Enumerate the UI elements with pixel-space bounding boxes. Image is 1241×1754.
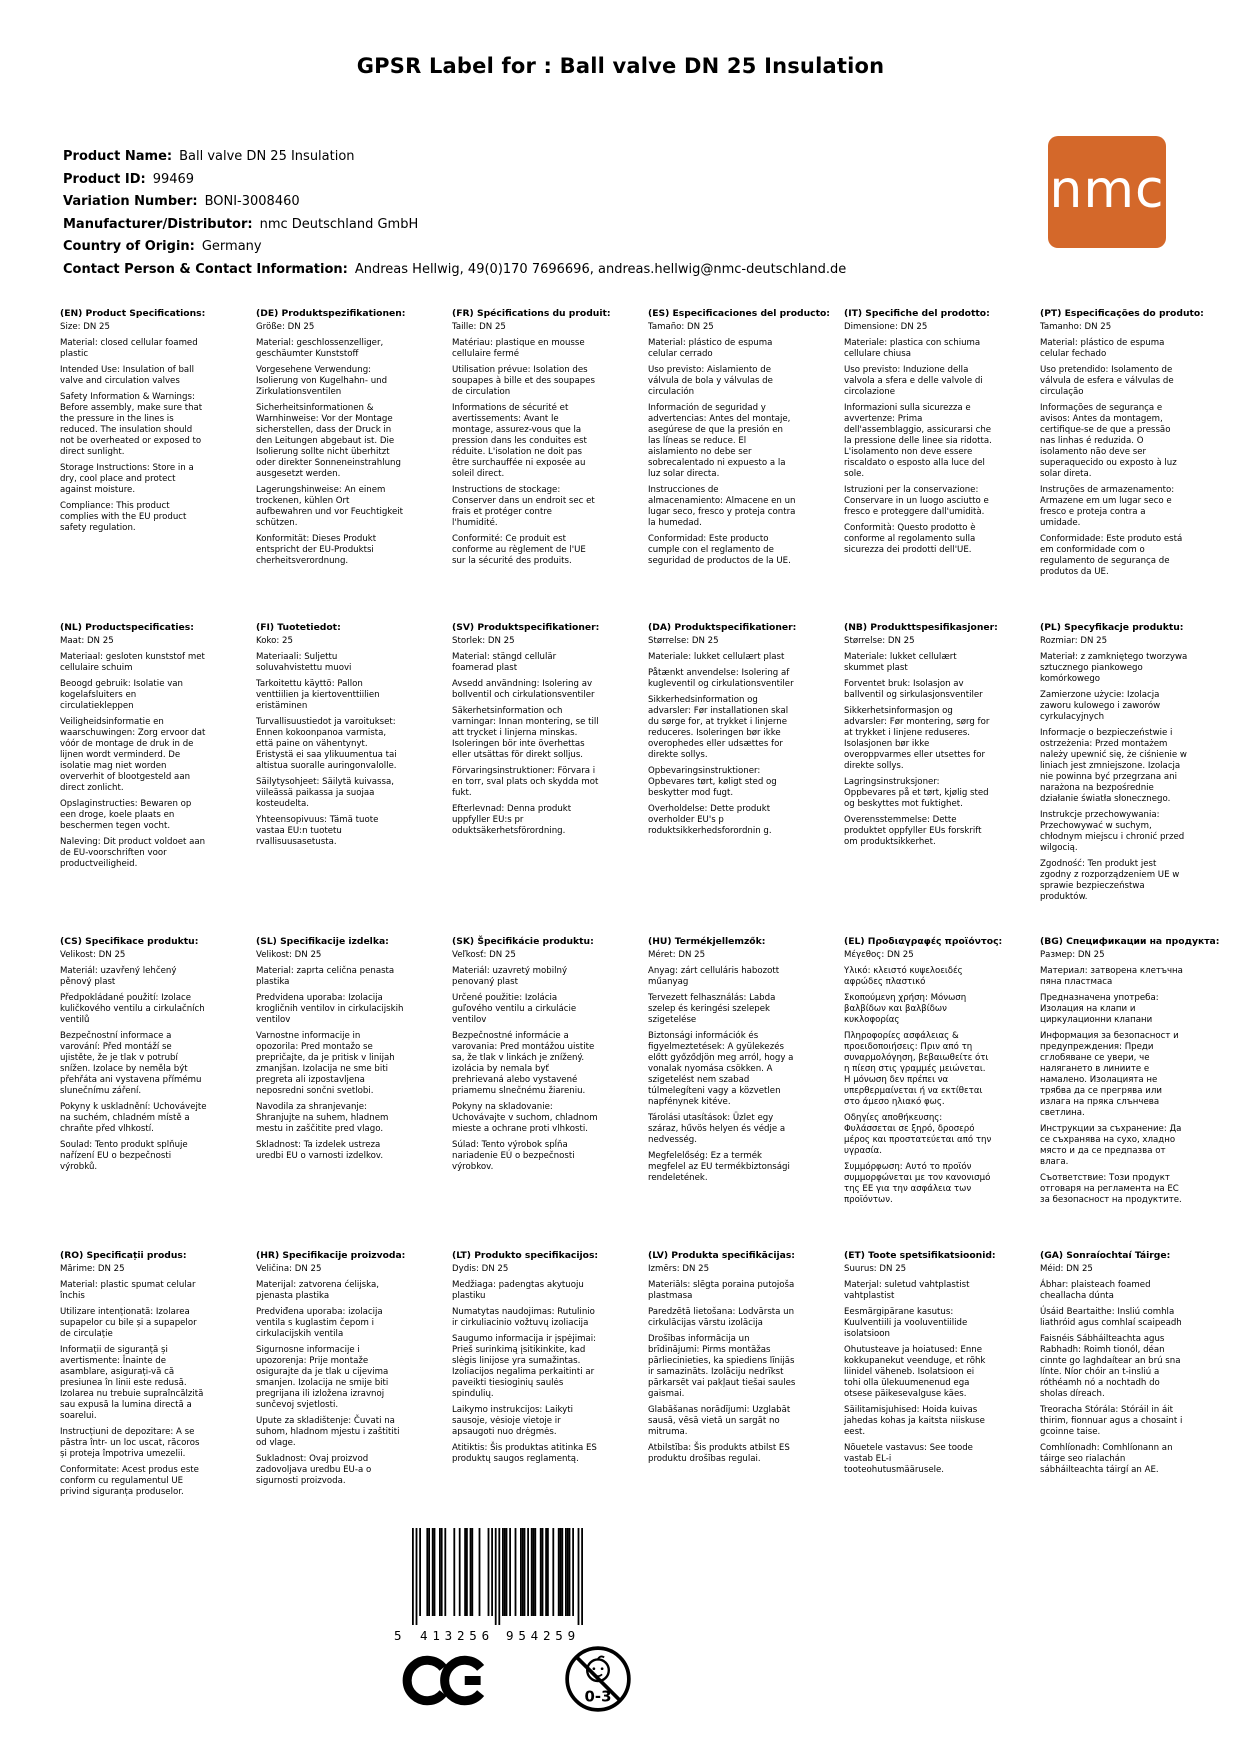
spec-text: Vorgesehene Verwendung: Isolierung von Kugelhahn- und Zirkulationsventilen — [256, 364, 388, 397]
spec-text: Materiāls: slēgta poraina putojoša plastmasa — [648, 1279, 795, 1301]
spec-text: Material: plástico de espuma celular cerrado — [648, 337, 773, 359]
barcode-bars-icon — [412, 1528, 583, 1625]
language-block-nl — [60, 622, 208, 875]
language-block-en — [60, 308, 208, 539]
spec-text: Conformidad: Este producto cumple con el reglamento de seguridad de productos de la UE. — [648, 533, 791, 566]
spec-text: Tamaño: DN 25 — [648, 321, 714, 332]
spec-text: Οδηγίες αποθήκευσης: Φυλάσσεται σε ξηρό, δροσερό μέρος και προστατεύεται από την υγρασία. — [844, 1112, 992, 1156]
country-of-origin-row — [63, 236, 846, 259]
spec-text: Paredzētā lietošana: Lodvārsta un cirkulācijas vārstu izolācija — [648, 1306, 795, 1328]
spec-text: Forventet bruk: Isolasjon av ballventil og sirkulasjonsventiler — [844, 678, 983, 700]
spec-text: Materiaali: Suljettu soluvahvistettu muovi — [256, 651, 352, 673]
spec-text: Méret: DN 25 — [648, 949, 706, 960]
language-block-heading: (LT) Produkto specifikacijos: — [452, 1250, 599, 1261]
language-block-ro — [60, 1250, 208, 1503]
spec-text: Anyag: zárt celluláris habozott műanyag — [648, 965, 780, 987]
spec-text: Instructions de stockage: Conserver dans un endroit sec et frais et protéger contre l'humidité. — [452, 484, 595, 528]
spec-text: Pokyny na skladovanie: Uchovávajte v suchom, chladnom mieste a ochrane proti vlhkosti. — [452, 1101, 598, 1134]
spec-text: Skladnost: Ta izdelek ustreza uredbi EU o varnosti izdelkov. — [256, 1139, 384, 1161]
spec-text: Sikkerhetsinformasjon og advarsler: Før montering, sørg for at trykket i linjene reduseres. Isolasjonen bør ikke overoppvarmes eller utsettes for direkte sollys. — [844, 705, 990, 771]
spec-text: Turvallisuustiedot ja varoitukset: Ennen kokoonpanoa varmista, että paine on vähentynyt. Eristystä ei saa ylikuumentua tai altistua suoralle auringonvalolle. — [256, 716, 397, 771]
spec-text: Ohutusteave ja hoiatused: Enne kokkupanekut veenduge, et rõhk liinidel väheneb. Isolatsioon ei tohi olla ülekuumenenud ega otsese päikesevalguse käes. — [844, 1344, 986, 1399]
language-block-heading: (BG) Спецификации на продукта: — [1040, 936, 1220, 947]
spec-text: Информация за безопасност и предупреждения: Преди сглобяване се увери, че налягането в линиите е намалено. Изолацията не трябва да се прегрява или излага на пряка слънчева светлина. — [1040, 1030, 1179, 1118]
spec-text: Koko: 25 — [256, 635, 293, 646]
spec-text: Предназначена употреба: Изолация на клапи и циркулационни клапани — [1040, 992, 1159, 1025]
field-value: BONI-3008460 — [204, 194, 300, 209]
page-title: GPSR Label for : Ball valve DN 25 Insulation — [356, 54, 885, 78]
spec-text: Size: DN 25 — [60, 321, 110, 332]
spec-text: Informations de sécurité et avertissements: Avant le montage, assurez-vous que la pression dans les conduites est réduite. L'isolation ne doit pas être surchauffée ni exposée au soleil direct. — [452, 402, 587, 479]
spec-text: Atbilstība: Šis produkts atbilst ES produktu drošības regulai. — [648, 1442, 790, 1464]
spec-text: Uso previsto: Induzione della valvola a sfera e delle valvole di circolazione — [844, 364, 983, 397]
language-block-da — [648, 622, 796, 842]
spec-text: Compliance: This product complies with the EU product safety regulation. — [60, 500, 187, 533]
language-block-cs — [60, 936, 208, 1178]
spec-text: Materiale: lukket cellulært plast — [648, 651, 785, 662]
spec-text: Opslaginstructies: Bewaren op een droge, koele plaats en beschermen tegen vocht. — [60, 798, 192, 831]
field-label: Contact Person & Contact Information: — [63, 261, 348, 277]
language-block-heading: (RO) Specificații produs: — [60, 1250, 187, 1261]
spec-text: Συμμόρφωση: Αυτό το προϊόν συμμορφώνεται με τον κανονισμό της ΕΕ για την ασφάλεια των προϊόντων. — [844, 1161, 991, 1205]
barcode-lead-digit: 5 — [394, 1628, 402, 1643]
language-block-heading: (HR) Specifikacije proizvoda: — [256, 1250, 406, 1261]
language-block-heading: (ET) Toote spetsifikatsioonid: — [844, 1250, 996, 1261]
language-block-hr — [256, 1250, 404, 1492]
spec-text: Bezpečnostné informácie a varovania: Pred montážou uistite sa, že tlak v linkách je znížený. izolácia by nemala byť prehrievaná alebo vystavené priamemu slnečnému žiareniu. — [452, 1030, 595, 1096]
language-block-es — [648, 308, 830, 572]
spec-text: Sicherheitsinformationen & Warnhinweise: Vor der Montage sicherstellen, dass der Druck in den Leitungen abgebaut ist. Die Isolierung sollte nicht überhitzt oder direkter Sonneneinstrahlung ausgesetzt werden. — [256, 402, 401, 479]
spec-text: Dydis: DN 25 — [452, 1263, 509, 1274]
field-label: Product ID: — [63, 171, 146, 187]
spec-text: Velikost: DN 25 — [256, 949, 322, 960]
spec-text: Suurus: DN 25 — [844, 1263, 907, 1274]
language-block-heading: (DA) Produktspecifikationer: — [648, 622, 797, 633]
spec-text: Safety Information & Warnings: Before assembly, make sure that the pressure in the lines is reduced. The insulation should not be overheated or exposed to direct sunlight. — [60, 391, 203, 457]
spec-text: Informazioni sulla sicurezza e avvertenze: Prima dell'assemblaggio, assicurarsi che la pressione delle linee sia ridotta. L'isolamento non deve essere riscaldato o esposto alla luce del sole. — [844, 402, 992, 479]
spec-text: Veľkosť: DN 25 — [452, 949, 516, 960]
spec-text: Ábhar: plaisteach foamed cheallacha dúnta — [1040, 1279, 1151, 1301]
spec-text: Upute za skladištenje: Čuvati na suhom, hladnom mjestu i zaštititi od vlage. — [256, 1415, 400, 1448]
spec-text: Tárolási utasítások: Üzlet egy száraz, hűvös helyen és védje a nedvesség. — [648, 1112, 786, 1145]
spec-text: Säilytysohjeet: Säilytä kuivassa, viileässä paikassa ja suojaa kosteudelta. — [256, 776, 394, 809]
language-row-3 — [60, 936, 1220, 1211]
spec-text: Размер: DN 25 — [1040, 949, 1105, 960]
spec-text: Veiligheidsinformatie en waarschuwingen: Zorg ervoor dat vóór de montage de druk in de lijnen wordt verminderd. De isolatie mag niet worden oververhit of blootgesteld aan direct zonlicht. — [60, 716, 206, 793]
spec-text: Určené použitie: Izolácia guľového ventilu a cirkulácie ventilov — [452, 992, 577, 1025]
language-block-de — [256, 308, 404, 572]
spec-text: Medžiaga: padengtas akytuoju plastiku — [452, 1279, 584, 1301]
spec-text: Materiał: z zamkniętego tworzywa sztucznego piankowego komórkowego — [1040, 651, 1188, 684]
spec-text: Lagringsinstruksjoner: Oppbevares på et tørt, kjølig sted og beskyttes mot fuktighet. — [844, 776, 989, 809]
spec-text: Navodila za shranjevanje: Shranjujte na suhem, hladnem mestu in zaščitite pred vlago. — [256, 1101, 389, 1134]
field-value: Germany — [201, 239, 262, 254]
spec-text: Soulad: Tento produkt splňuje nařízení EU o bezpečnosti výrobků. — [60, 1139, 188, 1172]
spec-text: Uso previsto: Aislamiento de válvula de bola y válvulas de circulación — [648, 364, 773, 397]
spec-text: Σκοπούμενη χρήση: Μόνωση βαλβίδων και βαλβίδων κυκλοφορίας — [844, 992, 967, 1025]
spec-text: Megfelelőség: Ez a termék megfelel az EU termékbiztonsági rendeletének. — [648, 1150, 790, 1183]
spec-text: Υλικό: κλειστό κυψελοειδές αφρώδες πλαστικό — [844, 965, 963, 987]
spec-text: Μέγεθος: DN 25 — [844, 949, 914, 960]
spec-text: Efterlevnad: Denna produkt uppfyller EU:s pr oduktsäkerhetsförordning. — [452, 803, 572, 836]
spec-text: Informacje o bezpieczeństwie i ostrzeżenia: Przed montażem należy upewnić się, że ciśnienie w liniach jest zmniejszone. Izolacja nie powinna być przegrzana ani narażona na bezpośrednie działanie światła słonecznego. — [1040, 727, 1187, 804]
ce-mark-icon — [402, 1655, 490, 1706]
language-block-nb — [844, 622, 998, 853]
language-block-heading: (LV) Produkta specifikācijas: — [648, 1250, 795, 1261]
language-block-et — [844, 1250, 996, 1481]
field-value: Ball valve DN 25 Insulation — [179, 149, 355, 164]
language-block-heading: (EL) Προδιαγραφές προϊόντος: — [844, 936, 1003, 947]
spec-text: Материал: затворена клетъчна пяна пластмаса — [1040, 965, 1183, 987]
spec-text: Mărime: DN 25 — [60, 1263, 125, 1274]
spec-text: Naleving: Dit product voldoet aan de EU-voorschriften voor productveiligheid. — [60, 836, 206, 869]
spec-text: Storlek: DN 25 — [452, 635, 515, 646]
spec-text: Atitiktis: Šis produktas atitinka ES produktų saugos reglamentą. — [452, 1442, 597, 1464]
spec-text: Instruções de armazenamento: Armazene em um lugar seco e fresco e proteja contra a umidade. — [1040, 484, 1175, 528]
language-block-heading: (FR) Spécifications du produit: — [452, 308, 611, 319]
spec-text: Съответствие: Този продукт отговаря на регламента на ЕС за безопасност на продуктите. — [1040, 1172, 1182, 1205]
spec-text: Materiál: uzavretý mobilný penovaný plast — [452, 965, 568, 987]
language-block-ga — [1040, 1250, 1188, 1481]
spec-text: Storage Instructions: Store in a dry, cool place and protect against moisture. — [60, 462, 194, 495]
product-info — [63, 146, 846, 281]
spec-text: Súlad: Tento výrobok spĺňa nariadenie EÚ o bezpečnosti výrobkov. — [452, 1139, 575, 1172]
language-block-heading: (PT) Especificações do produto: — [1040, 308, 1204, 319]
product-id-row — [63, 169, 846, 192]
language-block-sv — [452, 622, 600, 842]
spec-text: Materiale: lukket cellulært skummet plast — [844, 651, 957, 673]
spec-text: Material: zaprta celična penasta plastika — [256, 965, 395, 987]
spec-text: Conformitate: Acest produs este conform cu regulamentul UE privind siguranța produselor. — [60, 1464, 199, 1497]
field-value: Andreas Hellwig, 49(0)170 7696696, andreas.hellwig@nmc-deutschland.de — [354, 261, 847, 277]
spec-text: Méid: DN 25 — [1040, 1263, 1093, 1274]
age-warning-0-3-icon — [562, 1643, 634, 1715]
spec-text: Utilisation prévue: Isolation des soupapes à bille et des soupapes de circulation — [452, 364, 595, 397]
spec-text: Dimensione: DN 25 — [844, 321, 928, 332]
spec-text: Sikkerhedsinformation og advarsler: Før installationen skal du sørge for, at trykket i linjerne reduceres. Isoleringen bør ikke overophedes eller udsættes for direkte sollys. — [648, 694, 789, 760]
spec-text: Velikost: DN 25 — [60, 949, 126, 960]
spec-text: Saugumo informacija ir įspėjimai: Prieš surinkimą įsitikinkite, kad slėgis linijose yra sumažintas. Izoliacijos negalima perkaitinti ar paveikti tiesioginių saulės spindulių. — [452, 1333, 597, 1399]
language-block-heading: (NB) Produkttspesifikasjoner: — [844, 622, 998, 633]
language-row-4 — [60, 1250, 1210, 1503]
ean13-barcode — [412, 1528, 583, 1625]
language-block-pt — [1040, 308, 1204, 583]
spec-text: Predvidena uporaba: Izolacija krogličnih ventilov in cirkulacijskih ventilov — [256, 992, 404, 1025]
spec-text: Uso pretendido: Isolamento de válvula de esfera e válvulas de circulação — [1040, 364, 1174, 397]
language-row-2 — [60, 622, 1210, 908]
spec-text: Veličina: DN 25 — [256, 1263, 322, 1274]
spec-text: Pokyny k uskladnění: Uchovávejte na suchém, chladném místě a chraňte před vlhkostí. — [60, 1101, 207, 1134]
spec-text: Drošības informācija un brīdinājumi: Pirms montāžas pārliecinieties, ka spiediens līnijās ir samazināts. Izolāciju nedrīkst pārkarsēt vai pakļaut tiešai saules gaismai. — [648, 1333, 796, 1399]
spec-text: Materiaal: gesloten kunststof met cellulaire schuim — [60, 651, 205, 673]
spec-text: Informações de segurança e avisos: Antes da montagem, certifique-se de que a pressão nas linhas é reduzida. O isolamento não deve ser superaquecido ou exposto à luz solar direta. — [1040, 402, 1177, 479]
age-warning-label: 0-3 — [584, 1687, 612, 1706]
spec-text: Laikymo instrukcijos: Laikyti sausoje, vėsioje vietoje ir apsaugoti nuo drėgmės. — [452, 1404, 574, 1437]
spec-text: Materjal: suletud vahtplastist vahtplastist — [844, 1279, 970, 1301]
manufacturer-row — [63, 214, 846, 237]
language-block-sl — [256, 936, 404, 1167]
spec-text: Intended Use: Insulation of ball valve and circulation valves — [60, 364, 194, 386]
spec-text: Předpokládané použití: Izolace kuličkového ventilu a cirkulačních ventilů — [60, 992, 205, 1025]
spec-text: Izmērs: DN 25 — [648, 1263, 710, 1274]
field-label: Manufacturer/Distributor: — [63, 216, 253, 232]
language-block-it — [844, 308, 992, 561]
spec-text: Størrelse: DN 25 — [648, 635, 719, 646]
spec-text: Material: geschlossenzelliger, geschäumter Kunststoff — [256, 337, 384, 359]
spec-text: Materiale: plastica con schiuma cellulare chiusa — [844, 337, 981, 359]
language-block-el — [844, 936, 1003, 1211]
spec-text: Overholdelse: Dette produkt overholder EU's p roduktsikkerhedsforordnin g. — [648, 803, 772, 836]
spec-text: Инструкции за съхранение: Да се съхранява на сухо, хладно място и да се предпазва от влага. — [1040, 1123, 1182, 1167]
language-block-heading: (IT) Specifiche del prodotto: — [844, 308, 990, 319]
spec-text: Predviđena uporaba: izolacija ventila s kuglastim čepom i cirkulacijskih ventila — [256, 1306, 383, 1339]
language-block-heading: (EN) Product Specifications: — [60, 308, 206, 319]
language-block-sk — [452, 936, 600, 1178]
language-block-bg — [1040, 936, 1220, 1211]
spec-text: Informații de siguranță și avertismente: Înainte de asamblare, asigurați-vă că presiunea în linii este redusă. Izolarea nu trebuie supraîncălzită sau expusă la lumina directă a soarelui. — [60, 1344, 204, 1421]
language-block-lv — [648, 1250, 796, 1470]
contact-info-row — [63, 259, 846, 282]
spec-text: Instrucciones de almacenamiento: Almacene en un lugar seco, fresco y proteja contra la humedad. — [648, 484, 796, 528]
spec-text: Instrukcje przechowywania: Przechowywać w suchym, chłodnym miejscu i chronić przed wilgocią. — [1040, 809, 1185, 853]
spec-text: Tamanho: DN 25 — [1040, 321, 1112, 332]
spec-text: Treoracha Stórála: Stóráil in áit thirim, fionnuar agus a chosaint i gcoinne taise. — [1040, 1404, 1183, 1437]
spec-text: Påtænkt anvendelse: Isolering af kugleventil og cirkulationsventiler — [648, 667, 794, 689]
spec-text: Matériau: plastique en mousse cellulaire fermé — [452, 337, 585, 359]
nmc-logo-text: nmc — [1049, 160, 1165, 220]
spec-text: Sigurnosne informacije i upozorenja: Prije montaže osigurajte da je tlak u cijevima smanjen. Izolacija ne smije biti pregrijana ili izložena izravnoj sunčevoj svjetlosti. — [256, 1344, 389, 1410]
spec-text: Material: stängd cellulär foamerad plast — [452, 651, 557, 673]
spec-text: Opbevaringsinstruktioner: Opbevares tørt, køligt sted og beskytter mod fugt. — [648, 765, 777, 798]
spec-text: Instrucțiuni de depozitare: A se păstra într- un loc uscat, răcoros și proteja împotriva umezelii. — [60, 1426, 200, 1459]
spec-text: Rozmiar: DN 25 — [1040, 635, 1108, 646]
spec-text: Nõuetele vastavus: See toode vastab EL-i tooteohutusmäärusele. — [844, 1442, 973, 1475]
field-label: Country of Origin: — [63, 239, 195, 254]
language-block-heading: (SL) Specifikacije izdelka: — [256, 936, 389, 947]
spec-text: Material: closed cellular foamed plastic — [60, 337, 198, 359]
spec-text: Conformité: Ce produit est conforme au règlement de l'UE sur la sécurité des produits. — [452, 533, 586, 566]
spec-text: Úsáid Beartaithe: Insliú comhla liathróid agus comhlaí scaipeadh — [1040, 1306, 1182, 1328]
spec-text: Varnostne informacije in opozorila: Pred montažo se prepričajte, da je pritisk v linijah zmanjšan. Izolacija ne sme biti pregreta ali izpostavljena neposredni sončni svetlobi. — [256, 1030, 395, 1096]
spec-text: Eesmärgipärane kasutus: Kuulventiili ja vooluventiilide isolatsioon — [844, 1306, 968, 1339]
language-block-hu — [648, 936, 796, 1189]
spec-text: Πληροφορίες ασφάλειας & προειδοποιήσεις: Πριν από τη συναρμολόγηση, βεβαιωθείτε ότι η πίεση στις γραμμές μειώνεται. Η μόνωση δεν πρέπει να υπερθερμαίνεται ή να εκτίθεται στο άμεσο ηλιακό φως. — [844, 1030, 989, 1107]
spec-text: Material: plastic spumat celular închis — [60, 1279, 196, 1301]
spec-text: Taille: DN 25 — [452, 321, 506, 332]
variation-number-row — [63, 191, 846, 214]
spec-text: Materiál: uzavřený lehčený pěnový plast — [60, 965, 177, 987]
spec-text: Yhteensopivuus: Tämä tuote vastaa EU:n tuotetu rvallisuusasetusta. — [256, 814, 379, 847]
language-block-heading: (SK) Špecifikácie produktu: — [452, 936, 594, 947]
field-label: Variation Number: — [63, 194, 198, 209]
spec-text: Größe: DN 25 — [256, 321, 315, 332]
spec-text: Størrelse: DN 25 — [844, 635, 915, 646]
spec-text: Tervezett felhasználás: Labda szelep és keringési szelepek szigetelése — [648, 992, 776, 1025]
field-value: nmc Deutschland GmbH — [259, 216, 419, 232]
barcode-digit-group-2: 954259 — [506, 1628, 580, 1643]
language-block-heading: (GA) Sonraíochtaí Táirge: — [1040, 1250, 1171, 1261]
language-block-heading: (HU) Termékjellemzők: — [648, 936, 766, 947]
spec-text: Bezpečnostní informace a varování: Před montáží se ujistěte, že je tlak v potrubí snížen. Izolace by neměla být přehřáta ani vystavena přímému slunečnímu záření. — [60, 1030, 202, 1096]
spec-text: Comhlíonadh: Comhlíonann an táirge seo rialachán sábháilteachta táirgí an AE. — [1040, 1442, 1173, 1475]
spec-text: Utilizare intenționată: Izolarea supapelor cu bile și a supapelor de circulație — [60, 1306, 197, 1339]
spec-text: Avsedd användning: Isolering av bollventil och cirkulationsventiler — [452, 678, 595, 700]
spec-text: Biztonsági információk és figyelmeztetések: A gyülekezés előtt győződjön meg arról, hogy a vonalak nyomása csökken. A szigetelést nem szabad túlmelegíteni vagy a közvetlen napfénynek kitéve. — [648, 1030, 794, 1107]
spec-text: Materijal: zatvorena ćelijska, pjenasta plastika — [256, 1279, 379, 1301]
language-block-heading: (ES) Especificaciones del producto: — [648, 308, 830, 319]
language-row-1 — [60, 308, 1210, 583]
spec-text: Lagerungshinweise: An einem trockenen, kühlen Ort aufbewahren und vor Feuchtigkeit schützen. — [256, 484, 404, 528]
field-value: 99469 — [152, 171, 195, 187]
spec-text: Conformidade: Este produto está em conformidade com o regulamento de segurança de produtos da UE. — [1040, 533, 1183, 577]
spec-text: Numatytas naudojimas: Rutulinio ir cirkuliacinio vožtuvų izoliacija — [452, 1306, 595, 1328]
spec-text: Tarkoitettu käyttö: Pallon venttiilien ja kiertoventtiilien eristäminen — [256, 678, 380, 711]
spec-text: Maat: DN 25 — [60, 635, 114, 646]
spec-text: Conformità: Questo prodotto è conforme al regolamento sulla sicurezza dei prodotti dell'UE. — [844, 522, 976, 555]
spec-text: Sukladnost: Ovaj proizvod zadovoljava uredbu EU-a o sigurnosti proizvoda. — [256, 1453, 372, 1486]
spec-text: Material: plástico de espuma celular fechado — [1040, 337, 1165, 359]
language-block-lt — [452, 1250, 600, 1470]
spec-text: Información de seguridad y advertencias: Antes del montaje, asegúrese de que la presión en las líneas se reduce. El aislamiento no debe ser sobrecalentado ni expuesto a la luz solar directa. — [648, 402, 791, 479]
spec-text: Istruzioni per la conservazione: Conservare in un luogo asciutto e fresco e proteggere dall'umidità. — [844, 484, 989, 517]
spec-text: Zamierzone użycie: Izolacja zaworu kulowego i zaworów cyrkulacyjnych — [1040, 689, 1161, 722]
spec-text: Glabāšanas norādījumi: Uzglabāt sausā, vēsā vietā un sargāt no mitruma. — [648, 1404, 791, 1437]
language-block-fi — [256, 622, 404, 853]
language-block-heading: (PL) Specyfikacje produktu: — [1040, 622, 1184, 633]
language-block-heading: (DE) Produktspezifikationen: — [256, 308, 406, 319]
product-name-row — [63, 146, 846, 169]
spec-text: Säilitamisjuhised: Hoida kuivas jahedas kohas ja kaitsta niiskuse eest. — [844, 1404, 985, 1437]
language-block-heading: (SV) Produktspecifikationer: — [452, 622, 600, 633]
barcode-digit-group-1: 413256 — [420, 1628, 494, 1643]
language-block-heading: (CS) Specifikace produktu: — [60, 936, 199, 947]
nmc-logo — [1048, 136, 1166, 248]
language-block-fr — [452, 308, 611, 572]
spec-text: Säkerhetsinformation och varningar: Innan montering, se till att trycket i linjerna minskas. Isoleringen bör inte överhettas eller utsättas för direkt solljus. — [452, 705, 599, 760]
spec-text: Faisnéis Sábháilteachta agus Rabhadh: Roimh tionól, déan cinnte go laghdaítear an brú sna línte. Níor chóir an t-insliú a róthéamh nó a nochtadh do sholas díreach. — [1040, 1333, 1181, 1399]
spec-text: Overensstemmelse: Dette produktet oppfyller EUs forskrift om produktsikkerhet. — [844, 814, 982, 847]
spec-text: Zgodność: Ten produkt jest zgodny z rozporządzeniem UE w sprawie bezpieczeństwa produktów. — [1040, 858, 1180, 902]
language-block-heading: (NL) Productspecificaties: — [60, 622, 194, 633]
spec-text: Beoogd gebruik: Isolatie van kogelafsluiters en circulatiekleppen — [60, 678, 184, 711]
spec-text: Konformität: Dieses Produkt entspricht der EU-Produktsi cherheitsverordnung. — [256, 533, 377, 566]
language-block-pl — [1040, 622, 1188, 908]
language-block-heading: (FI) Tuotetiedot: — [256, 622, 341, 633]
spec-text: Förvaringsinstruktioner: Förvara i en torr, sval plats och skydda mot fukt. — [452, 765, 599, 798]
field-label: Product Name: — [63, 149, 173, 164]
